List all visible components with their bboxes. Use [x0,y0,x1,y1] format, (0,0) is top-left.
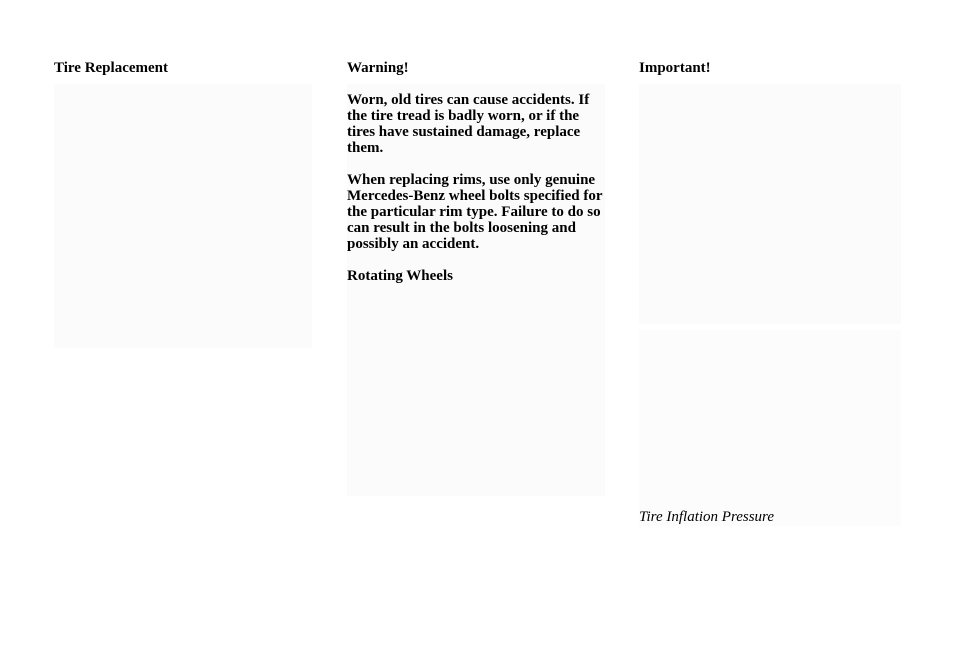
column-left [54,60,312,76]
column-middle [347,60,605,284]
warning-paragraph-tires: Worn, old tires can cause accidents. If the tire tread is badly worn, or if the tires have sustained damage, replace them. [347,92,590,156]
content-panel [639,84,901,324]
section-heading-rotating-wheels: Rotating Wheels [347,268,453,284]
content-panel [54,84,312,348]
important-heading: Important! [639,60,711,76]
content-panel [639,330,901,526]
warning-heading: Warning! [347,60,409,76]
warning-paragraph-rims: When replacing rims, use only genuine Mercedes-Benz wheel bolts specified for the particular rim type. Failure to do so can result in the bolts loosening and possibly an accident. [347,172,603,252]
section-heading-tire-replacement: Tire Replacement [54,60,169,76]
column-right [639,60,901,76]
caption-tire-inflation-pressure: Tire Inflation Pressure [639,509,774,525]
